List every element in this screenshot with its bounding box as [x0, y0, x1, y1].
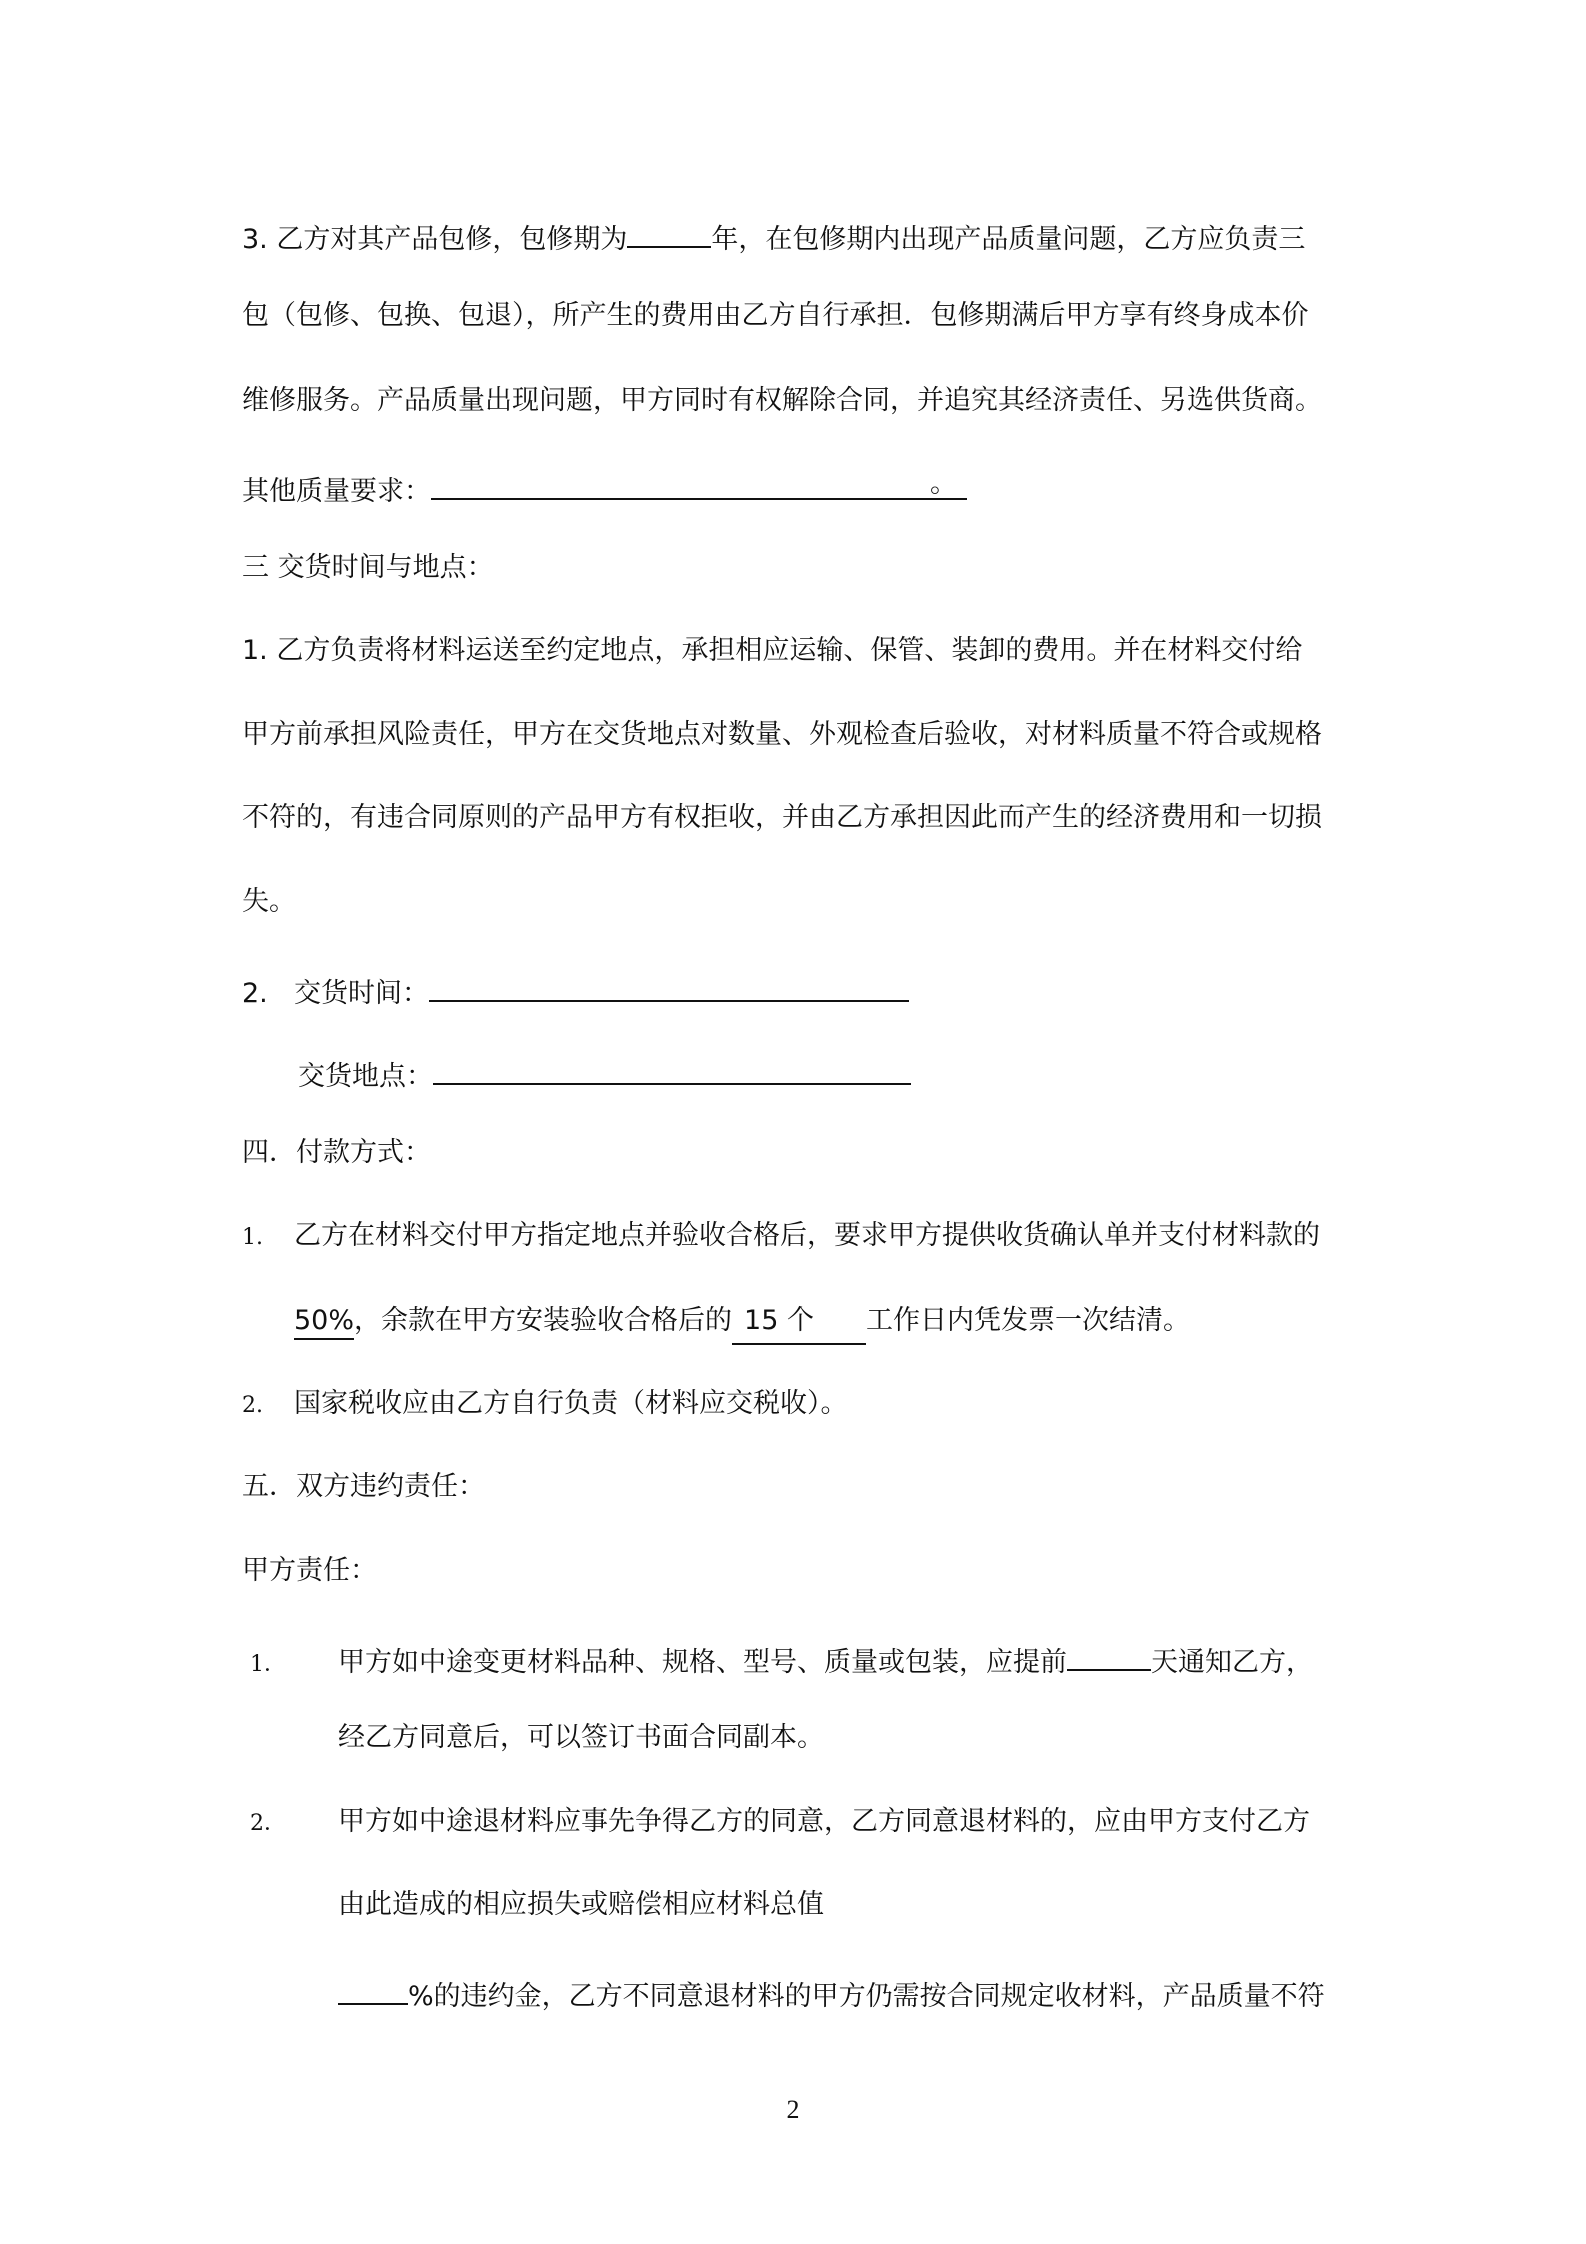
delivery-item1-text-1: 1. 乙方负责将材料运送至约定地点，承担相应运输、保管、装卸的费用。并在材料交付给 [242, 635, 1303, 666]
section-4-heading [242, 1133, 431, 1173]
page-number: 2 [786, 2095, 800, 2124]
warranty-text-a: 3. 乙方对其产品包修，包修期为 [242, 224, 628, 255]
breach-item1-line-2 [338, 1718, 824, 1758]
payment-item1-text-end: 工作日内凭发票一次结清。 [866, 1305, 1191, 1336]
warranty-line-2 [242, 296, 1309, 336]
warranty-text-3: 维修服务。产品质量出现问题，甲方同时有权解除合同，并追究其经济责任、另选供货商。 [242, 385, 1322, 416]
breach-item2-text-2: 由此造成的相应损失或赔偿相应材料总值 [338, 1889, 824, 1920]
warranty-line-3 [242, 381, 1322, 421]
section-5-heading-text: 五．双方违约责任： [242, 1471, 485, 1502]
payment-item2-line [242, 1384, 848, 1426]
penalty-percent-blank[interactable] [338, 1969, 408, 2005]
breach-item1-text-2: 经乙方同意后，可以签订书面合同副本。 [338, 1722, 824, 1753]
breach-item2-line-2 [338, 1885, 824, 1925]
other-quality-blank[interactable] [431, 464, 967, 500]
payment-item2-text: 国家税收应由乙方自行负责（材料应交税收）。 [294, 1388, 848, 1419]
delivery-time-blank[interactable] [429, 966, 909, 1002]
payment-item1-number: 1. [242, 1225, 263, 1250]
payment-percent: 50% [294, 1305, 354, 1340]
payment-item1-text-1: 乙方在材料交付甲方指定地点并验收合格后，要求甲方提供收货确认单并支付材料款的 [294, 1220, 1320, 1251]
section-3-heading-text: 三 交货时间与地点： [242, 552, 494, 583]
section-5-heading [242, 1467, 485, 1507]
warranty-line-1 [242, 212, 1305, 260]
payment-item1-line-2 [294, 1301, 1190, 1345]
delivery-item1-text-3: 不符的，有违合同原则的产品甲方有权拒收，并由乙方承担因此而产生的经济费用和一切损 [242, 802, 1322, 833]
breach-item2-line-1 [250, 1802, 1310, 1844]
breach-item1-text-a: 甲方如中途变更材料品种、规格、型号、质量或包装，应提前 [338, 1647, 1067, 1678]
breach-item1-line-1 [250, 1635, 1313, 1685]
delivery-item1-text-4: 失。 [242, 886, 296, 917]
warranty-text-b: 年，在包修期内出现产品质量问题，乙方应负责三 [711, 224, 1306, 255]
delivery-place-blank[interactable] [433, 1049, 911, 1085]
delivery-item1-text-2: 甲方前承担风险责任，甲方在交货地点对数量、外观检查后验收，对材料质量不符合或规格 [242, 719, 1322, 750]
delivery-item1-line-2 [242, 715, 1322, 755]
payment-item2-number: 2. [242, 1393, 263, 1418]
breach-notice-days-blank[interactable] [1067, 1635, 1151, 1671]
breach-item2-line-3 [338, 1969, 1325, 2017]
warranty-years-blank[interactable] [627, 212, 711, 248]
delivery-time-label: 交货时间： [294, 978, 429, 1009]
other-quality-label: 其他质量要求： [242, 476, 431, 507]
breach-item2-text-1: 甲方如中途退材料应事先争得乙方的同意，乙方同意退材料的，应由甲方支付乙方 [338, 1806, 1310, 1837]
delivery-time-line [242, 966, 909, 1014]
other-quality-line [242, 464, 967, 512]
section-4-heading-text: 四．付款方式： [242, 1137, 431, 1168]
party-a-heading-text: 甲方责任： [242, 1555, 377, 1586]
payment-item1-line-1 [242, 1216, 1320, 1258]
delivery-place-label: 交货地点： [298, 1061, 433, 1092]
delivery-item1-line-3 [242, 798, 1322, 838]
breach-item1-number: 1． [250, 1652, 286, 1677]
other-quality-end: 。 [930, 468, 957, 499]
breach-item2-text-3: %的违约金，乙方不同意退材料的甲方仍需按合同规定收材料，产品质量不符 [408, 1981, 1325, 2012]
payment-days [732, 1301, 866, 1345]
delivery-item2-number: 2. [242, 978, 268, 1009]
payment-item1-text-mid: ，余款在甲方安装验收合格后的 [354, 1305, 733, 1336]
section-3-heading [242, 548, 494, 588]
delivery-item1-line-4 [242, 882, 296, 922]
party-a-heading [242, 1551, 377, 1591]
delivery-place-line [298, 1049, 911, 1097]
delivery-item1-line-1 [242, 631, 1302, 671]
payment-days-value: 15 个 [744, 1305, 814, 1336]
breach-item2-number: 2． [250, 1811, 286, 1836]
warranty-text-2: 包（包修、包换、包退），所产生的费用由乙方自行承担．包修期满后甲方享有终身成本价 [242, 300, 1309, 331]
breach-item1-text-b: 天通知乙方， [1151, 1647, 1313, 1678]
